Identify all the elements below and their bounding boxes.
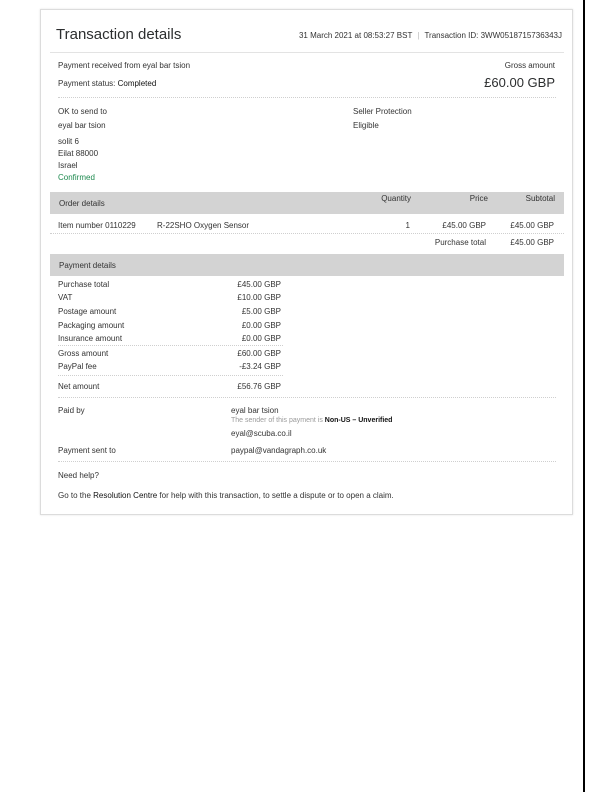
payment-row-label: PayPal fee [58, 362, 97, 371]
payment-row-label: Purchase total [58, 280, 110, 289]
summary-divider [58, 97, 556, 98]
purchase-total-value: £45.00 GBP [510, 238, 554, 247]
help-divider [58, 461, 556, 462]
payment-row-label: Packaging amount [58, 321, 125, 330]
paid-by-divider [58, 397, 556, 398]
payment-row-label: Postage amount [58, 307, 117, 316]
payment-details-header [50, 254, 564, 276]
payment-details-label: Payment details [59, 261, 116, 270]
help-text-after: for help with this transaction, to settle a dispute or to open a claim. [157, 491, 394, 500]
help-text-before: Go to the [58, 491, 94, 500]
payment-subtotal-divider [58, 345, 283, 346]
payment-row-value: £45.00 GBP [237, 280, 281, 289]
resolution-centre-link[interactable]: Resolution Centre [93, 491, 158, 500]
quantity-column-header: Quantity [381, 194, 411, 203]
item-quantity: 1 [405, 221, 410, 230]
payment-row-label: VAT [58, 293, 73, 302]
meta-separator: | [417, 31, 420, 40]
payment-row-value: £0.00 GBP [241, 334, 281, 343]
payer-name: eyal bar tsion [231, 406, 279, 415]
payer-email[interactable]: eyal@scuba.co.il [231, 429, 292, 438]
payment-row-label: Gross amount [58, 349, 109, 358]
seller-protection-value: Eligible [353, 121, 379, 130]
address-confirmed-badge: Confirmed [58, 173, 95, 182]
payment-net-divider [58, 375, 283, 376]
paid-by-label: Paid by [58, 406, 85, 415]
payment-row-value: £60.00 GBP [237, 349, 281, 358]
payment-row-value: -£3.24 GBP [239, 362, 281, 371]
payer-status-value: Non-US – Unverified [324, 417, 393, 424]
payment-status-value: Completed [117, 79, 157, 88]
payment-row-value: £5.00 GBP [241, 307, 281, 316]
page-edge-rule [583, 0, 585, 792]
transaction-details-card [40, 9, 573, 515]
subtotal-column-header: Subtotal [525, 194, 555, 203]
payment-status [58, 79, 156, 88]
recipient-name: eyal bar tsion [58, 121, 106, 130]
address-line-2: Eilat 88000 [58, 149, 99, 158]
payer-status-note [231, 417, 392, 424]
received-from-text: Payment received from eyal bar tsion [58, 61, 191, 70]
item-number: Item number 0110229 [58, 221, 136, 230]
purchase-total-label: Purchase total [434, 238, 486, 247]
payment-row-value: £10.00 GBP [237, 293, 281, 302]
gross-amount-label: Gross amount [504, 61, 555, 70]
page-title: Transaction details [56, 26, 182, 43]
transaction-id: Transaction ID: 3WW0518715736343J [424, 31, 562, 40]
item-subtotal: £45.00 GBP [510, 221, 554, 230]
seller-protection-label: Seller Protection [353, 107, 412, 116]
net-amount-value: £56.76 GBP [237, 382, 281, 391]
payment-row-label: Insurance amount [58, 334, 123, 343]
item-price: £45.00 GBP [442, 221, 486, 230]
order-details-label: Order details [59, 199, 105, 208]
order-details-header [50, 192, 564, 214]
help-text [58, 491, 394, 500]
ok-to-send-label: OK to send to [58, 107, 107, 116]
payment-row-value: £0.00 GBP [241, 321, 281, 330]
order-row-divider [50, 233, 564, 234]
address-country: Israel [58, 161, 78, 170]
need-help-heading: Need help? [58, 471, 99, 480]
transaction-meta [299, 31, 562, 40]
transaction-date: 31 March 2021 at 08:53:27 BST [298, 31, 413, 40]
gross-amount-value: £60.00 GBP [484, 75, 555, 90]
payment-sent-to-email[interactable]: paypal@vandagraph.co.uk [231, 446, 327, 455]
item-description: R-22SHO Oxygen Sensor [157, 221, 250, 230]
payment-sent-to-label: Payment sent to [58, 446, 116, 455]
header-divider [50, 52, 564, 53]
address-line-1: solit 6 [58, 137, 79, 146]
payment-status-label: Payment status: [58, 79, 118, 88]
price-column-header: Price [469, 194, 488, 203]
payer-status-prefix: The sender of this payment is [231, 417, 325, 424]
net-amount-label: Net amount [58, 382, 100, 391]
